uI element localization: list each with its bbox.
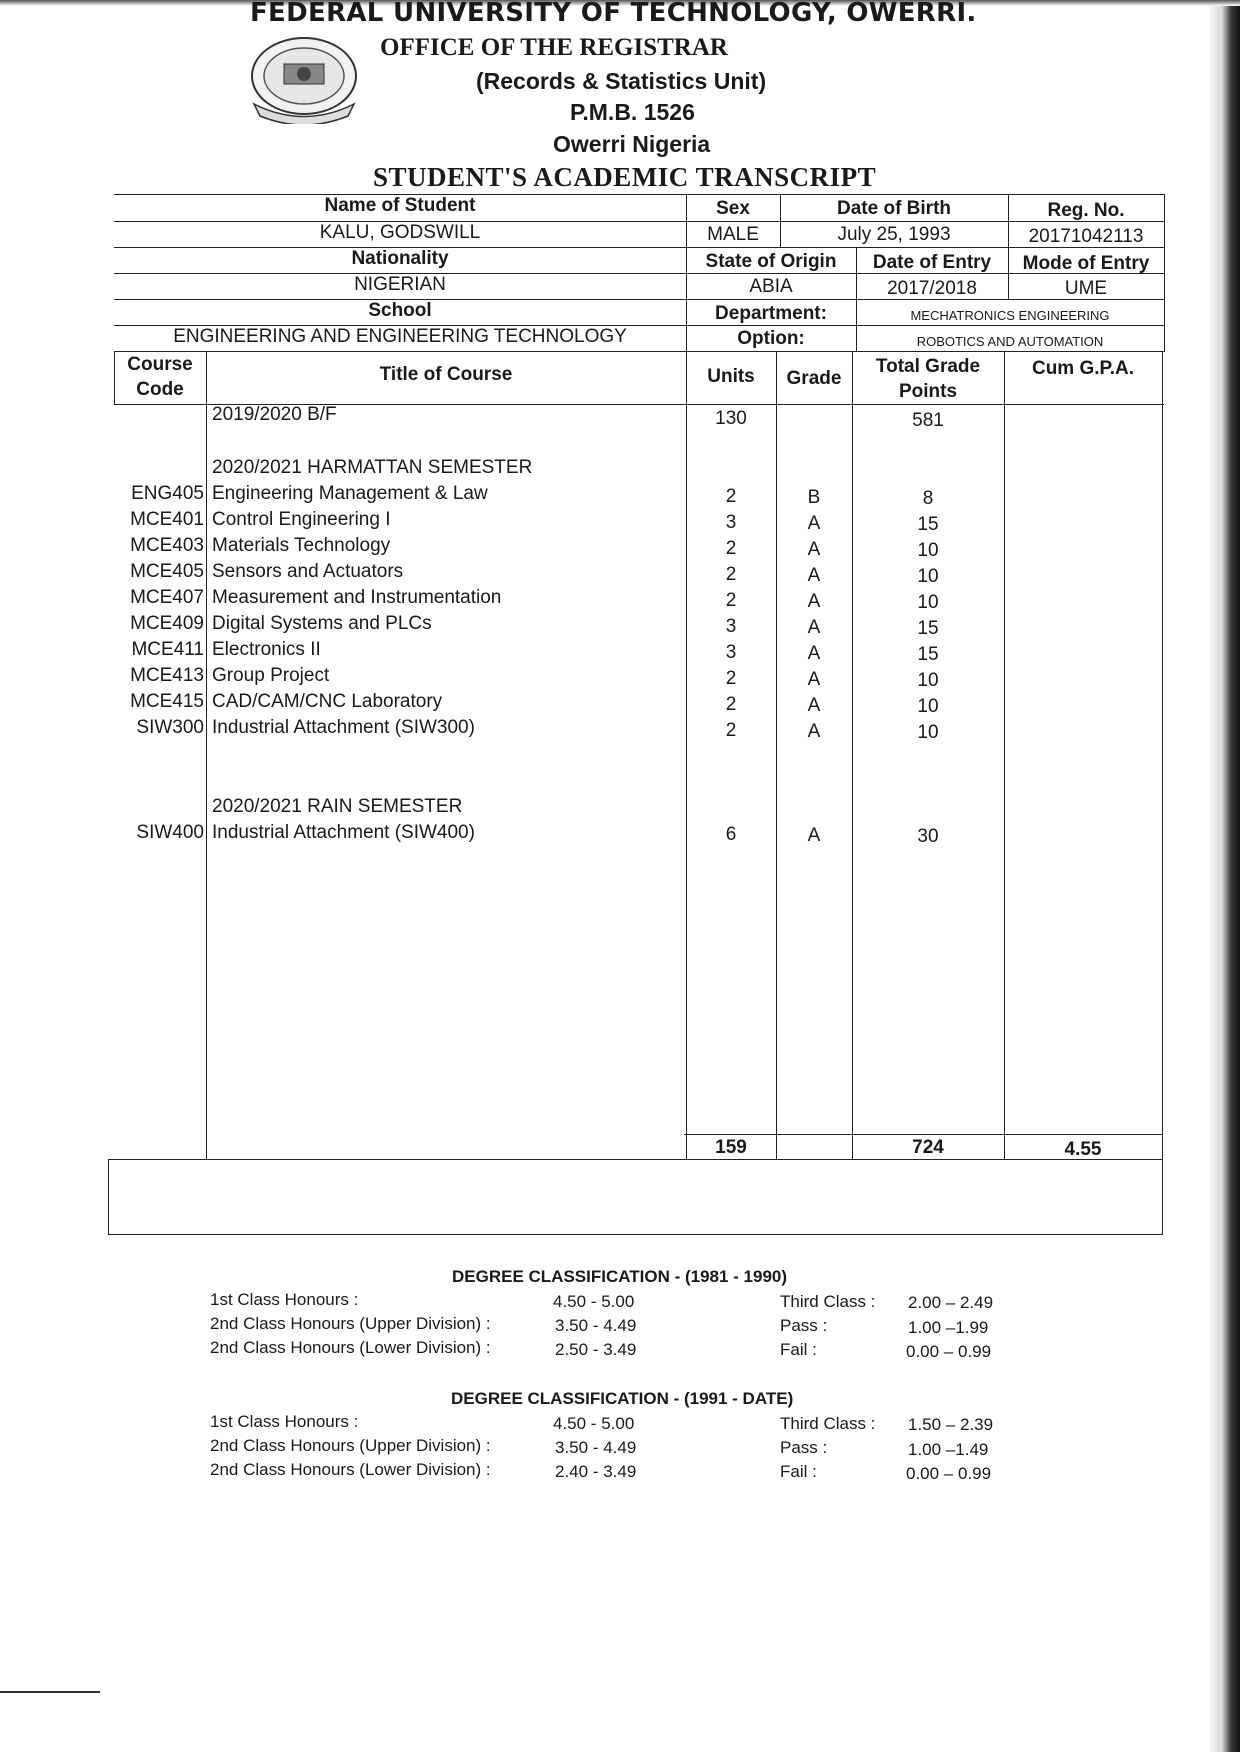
class-label: 1st Class Honours : xyxy=(210,1412,359,1431)
student-sex: MALE xyxy=(707,224,759,245)
course-units: 3 xyxy=(725,642,737,663)
course-grade: A xyxy=(807,565,821,586)
course-grade: A xyxy=(807,669,821,690)
class-range: 2.40 - 3.49 xyxy=(555,1462,637,1481)
class-range: 1.50 – 2.39 xyxy=(908,1415,994,1434)
course-code: ENG405 xyxy=(131,483,204,504)
label-reg-no: Reg. No. xyxy=(1047,200,1125,221)
course-title: Control Engineering I xyxy=(212,509,391,530)
location: Owerri Nigeria xyxy=(553,131,711,157)
course-title: Electronics II xyxy=(212,639,321,660)
class-label: Third Class : xyxy=(780,1414,876,1433)
unit-title: (Records & Statistics Unit) xyxy=(476,68,767,94)
scan-mark xyxy=(0,1691,100,1693)
class-label: Fail : xyxy=(780,1340,817,1359)
course-title: Materials Technology xyxy=(212,535,391,556)
label-school: School xyxy=(368,300,432,321)
course-units: 2 xyxy=(725,590,737,611)
course-units: 6 xyxy=(725,824,737,845)
course-title: Measurement and Instrumentation xyxy=(212,587,502,608)
student-department: MECHATRONICS ENGINEERING xyxy=(910,308,1110,323)
course-grade: A xyxy=(807,695,821,716)
semester-title: 2020/2021 HARMATTAN SEMESTER xyxy=(212,457,533,478)
total-tgp: 724 xyxy=(912,1137,944,1158)
grid-line xyxy=(1164,194,1165,352)
student-school: ENGINEERING AND ENGINEERING TECHNOLOGY xyxy=(173,326,627,347)
total-units: 159 xyxy=(715,1137,747,1158)
classification-title: DEGREE CLASSIFICATION - (1981 - 1990) xyxy=(452,1267,788,1286)
class-label: 1st Class Honours : xyxy=(210,1290,359,1309)
student-reg-no: 20171042113 xyxy=(1028,226,1144,247)
course-code: MCE413 xyxy=(130,665,204,686)
student-dob: July 25, 1993 xyxy=(837,224,951,245)
course-code: SIW300 xyxy=(136,717,204,738)
semester-title: 2020/2021 RAIN SEMESTER xyxy=(212,796,463,817)
course-code: MCE415 xyxy=(130,691,204,712)
class-range: 4.50 - 5.00 xyxy=(553,1292,635,1311)
class-label: Fail : xyxy=(780,1462,817,1481)
bf-units: 130 xyxy=(715,408,747,429)
header-cgpa: Cum G.P.A. xyxy=(1031,358,1135,379)
course-code: MCE403 xyxy=(130,535,204,556)
course-units: 2 xyxy=(725,486,737,507)
label-department: Department: xyxy=(715,303,827,324)
course-code: MCE407 xyxy=(130,587,204,608)
course-tgp: 15 xyxy=(917,514,939,535)
header-course-code: Course Code xyxy=(127,354,193,400)
course-units: 3 xyxy=(725,616,737,637)
course-title: Sensors and Actuators xyxy=(212,561,404,582)
course-units: 2 xyxy=(725,694,737,715)
grid-line xyxy=(1004,351,1005,1159)
grid-line xyxy=(108,1159,109,1235)
class-range: 3.50 - 4.49 xyxy=(555,1316,637,1335)
grid-line xyxy=(108,1234,1162,1235)
label-mode-entry: Mode of Entry xyxy=(1022,253,1150,274)
grid-line xyxy=(1162,351,1163,1235)
header-grade: Grade xyxy=(786,368,842,389)
course-tgp: 10 xyxy=(917,566,939,587)
label-date-entry: Date of Entry xyxy=(872,252,992,273)
class-label: Pass : xyxy=(780,1316,828,1335)
document-title: STUDENT'S ACADEMIC TRANSCRIPT xyxy=(373,162,877,192)
course-code: MCE401 xyxy=(130,509,204,530)
course-code: SIW400 xyxy=(136,822,204,843)
course-title: Industrial Attachment (SIW400) xyxy=(212,822,475,843)
header-units: Units xyxy=(707,366,755,387)
course-grade: B xyxy=(807,487,821,508)
course-tgp: 8 xyxy=(922,488,934,509)
course-grade: A xyxy=(807,591,821,612)
grid-line xyxy=(206,351,207,1159)
office-title: OFFICE OF THE REGISTRAR xyxy=(380,34,728,61)
student-date-entry: 2017/2018 xyxy=(887,278,977,299)
class-range: 0.00 – 0.99 xyxy=(906,1342,992,1361)
label-name: Name of Student xyxy=(324,195,476,216)
course-grade: A xyxy=(807,513,821,534)
grid-line xyxy=(776,351,777,1159)
bf-tgp: 581 xyxy=(912,410,944,431)
class-range: 3.50 - 4.49 xyxy=(555,1438,637,1457)
course-units: 2 xyxy=(725,564,737,585)
class-range: 2.00 – 2.49 xyxy=(908,1293,994,1312)
bf-label: 2019/2020 B/F xyxy=(212,404,337,425)
course-tgp: 15 xyxy=(917,618,939,639)
course-tgp: 10 xyxy=(917,592,939,613)
course-title: Engineering Management & Law xyxy=(212,483,488,504)
course-grade: A xyxy=(807,539,821,560)
class-label: 2nd Class Honours (Lower Division) : xyxy=(210,1460,491,1479)
course-grade: A xyxy=(807,825,821,846)
scan-edge-right xyxy=(1210,0,1240,1752)
student-nationality: NIGERIAN xyxy=(354,274,446,295)
course-units: 2 xyxy=(725,720,737,741)
label-sex: Sex xyxy=(716,198,750,219)
course-tgp: 10 xyxy=(917,722,939,743)
class-range: 4.50 - 5.00 xyxy=(553,1414,635,1433)
course-grade: A xyxy=(807,617,821,638)
course-grade: A xyxy=(807,643,821,664)
class-range: 0.00 – 0.99 xyxy=(906,1464,992,1483)
class-label: 2nd Class Honours (Upper Division) : xyxy=(210,1436,491,1455)
class-range: 2.50 - 3.49 xyxy=(555,1340,637,1359)
grid-line xyxy=(852,351,853,1159)
label-option: Option: xyxy=(737,328,805,349)
grid-line xyxy=(686,351,687,1159)
student-name: KALU, GODSWILL xyxy=(319,222,481,243)
class-label: 2nd Class Honours (Lower Division) : xyxy=(210,1338,491,1357)
total-cgpa: 4.55 xyxy=(1064,1139,1102,1160)
course-units: 2 xyxy=(725,538,737,559)
class-label: Pass : xyxy=(780,1438,828,1457)
label-state: State of Origin xyxy=(705,251,837,272)
class-range: 1.00 –1.49 xyxy=(908,1440,989,1459)
course-tgp: 30 xyxy=(917,826,939,847)
label-nationality: Nationality xyxy=(351,248,449,269)
course-code: MCE411 xyxy=(131,639,204,660)
class-range: 1.00 –1.99 xyxy=(908,1318,989,1337)
course-tgp: 15 xyxy=(917,644,939,665)
course-code: MCE405 xyxy=(130,561,204,582)
postal-box: P.M.B. 1526 xyxy=(570,99,695,125)
course-title: Group Project xyxy=(212,665,330,686)
header-title: Title of Course xyxy=(379,364,513,385)
class-label: 2nd Class Honours (Upper Division) : xyxy=(210,1314,491,1333)
university-name: FEDERAL UNIVERSITY OF TECHNOLOGY, OWERRI. xyxy=(250,0,977,28)
course-title: Digital Systems and PLCs xyxy=(212,613,432,634)
university-seal-icon xyxy=(244,34,364,124)
student-state: ABIA xyxy=(749,276,793,297)
label-dob: Date of Birth xyxy=(837,198,951,219)
student-mode-entry: UME xyxy=(1064,278,1108,299)
course-title: Industrial Attachment (SIW300) xyxy=(212,717,475,738)
course-title: CAD/CAM/CNC Laboratory xyxy=(212,691,443,712)
course-grade: A xyxy=(807,721,821,742)
course-units: 3 xyxy=(725,512,737,533)
header-tgp: Total Grade Points xyxy=(875,356,981,402)
course-code: MCE409 xyxy=(130,613,204,634)
student-option: ROBOTICS AND AUTOMATION xyxy=(916,334,1104,349)
course-tgp: 10 xyxy=(917,670,939,691)
course-tgp: 10 xyxy=(917,540,939,561)
classification-title: DEGREE CLASSIFICATION - (1991 - DATE) xyxy=(451,1389,794,1408)
course-tgp: 10 xyxy=(917,696,939,717)
course-units: 2 xyxy=(725,668,737,689)
class-label: Third Class : xyxy=(780,1292,876,1311)
